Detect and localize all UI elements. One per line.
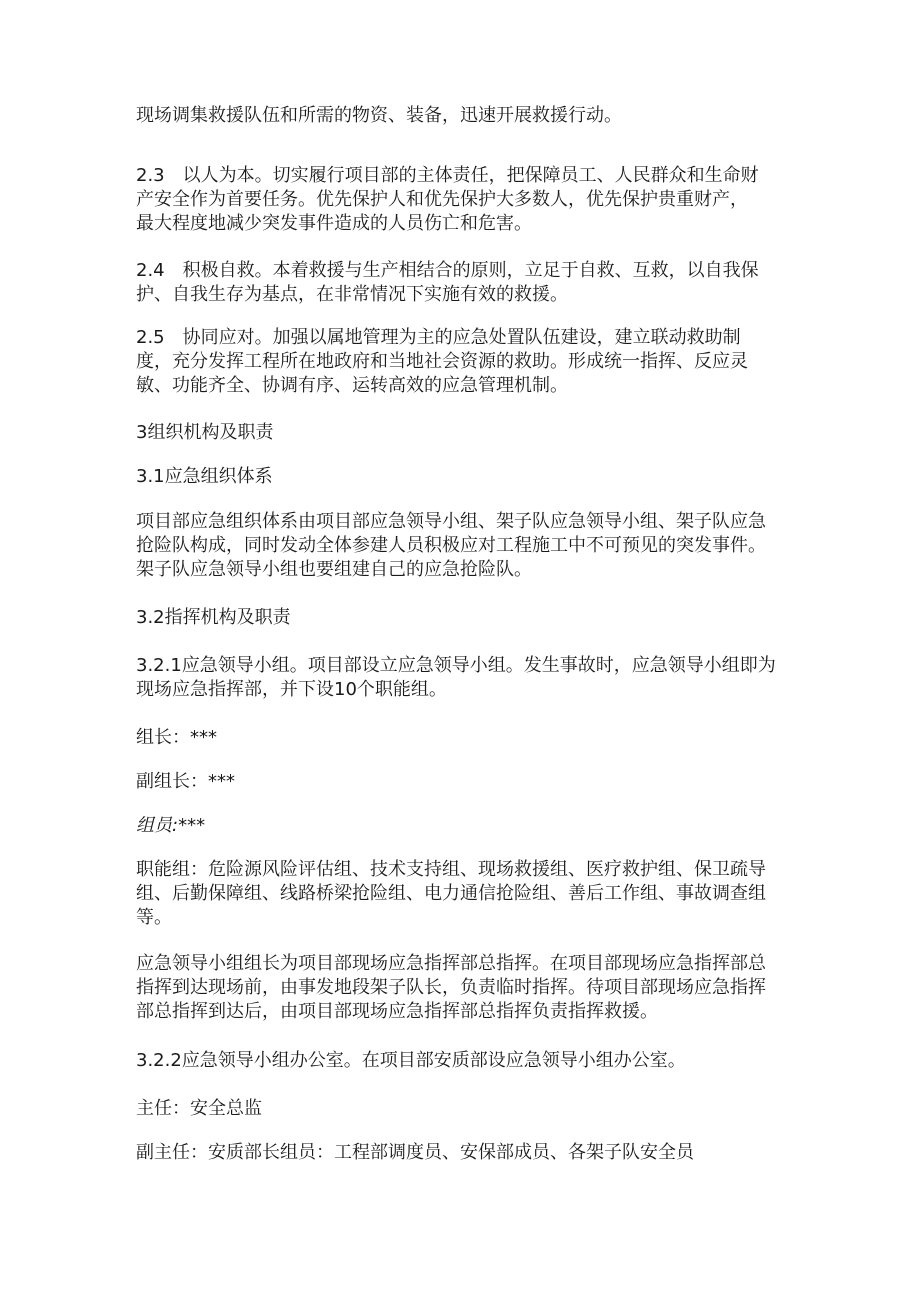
paragraph-2-5-line-3: 敏、功能齐全、协调有序、运转高效的应急管理机制。 <box>136 375 568 396</box>
deputy-director-line: 副主任：安质部长组员：工程部调度员、安保部成员、各架子队安全员 <box>136 1142 694 1163</box>
paragraph-groups-line-1: 职能组：危险源风险评估组、技术支持组、现场救援组、医疗救护组、保卫疏导 <box>136 859 766 880</box>
heading-section-3-1: 3.1应急组织体系 <box>136 466 273 487</box>
deputy-leader-line: 副组长：*** <box>136 771 235 792</box>
paragraph-3-2-1-line-1: 3.2.1应急领导小组。项目部设立应急领导小组。发生事故时，应急领导小组即为 <box>136 655 776 676</box>
paragraph-intro-line-1: 现场调集救援队伍和所需的物资、装备，迅速开展救援行动。 <box>136 105 622 126</box>
paragraph-3-1-line-3: 架子队应急领导小组也要组建自己的应急抢险队。 <box>136 559 532 580</box>
member-line: 组员:*** <box>136 815 206 836</box>
paragraph-2-5-line-1: 2.5 协同应对。加强以属地管理为主的应急处置队伍建设，建立联动救助制 <box>136 327 741 348</box>
paragraph-groups-line-2: 组、后勤保障组、线路桥梁抢险组、电力通信抢险组、善后工作组、事故调查组 <box>136 883 766 904</box>
paragraph-2-5-line-2: 度，充分发挥工程所在地政府和当地社会资源的救助。形成统一指挥、反应灵 <box>136 351 748 372</box>
paragraph-3-2-1-line-2: 现场应急指挥部，并下设10个职能组。 <box>136 679 447 700</box>
paragraph-3-1-line-2: 抢险队构成，同时发动全体参建人员积极应对工程施工中不可预见的突发事件。 <box>136 535 766 556</box>
director-line: 主任：安全总监 <box>136 1098 262 1119</box>
paragraph-2-3-line-2: 产安全作为首要任务。优先保护人和优先保护大多数人，优先保护贵重财产， <box>136 189 748 210</box>
paragraph-groups-line-3: 等。 <box>136 907 172 928</box>
paragraph-3-1-line-1: 项目部应急组织体系由项目部应急领导小组、架子队应急领导小组、架子队应急 <box>136 511 766 532</box>
paragraph-2-3-line-1: 2.3 以人为本。切实履行项目部的主体责任，把保障员工、人民群众和生命财 <box>136 165 759 186</box>
heading-section-3-2: 3.2指挥机构及职责 <box>136 607 291 628</box>
paragraph-3-2-2: 3.2.2应急领导小组办公室。在项目部安质部设应急领导小组办公室。 <box>136 1050 686 1071</box>
paragraph-command-line-1: 应急领导小组组长为项目部现场应急指挥部总指挥。在项目部现场应急指挥部总 <box>136 953 766 974</box>
paragraph-command-line-2: 指挥到达现场前，由事发地段架子队长，负责临时指挥。待项目部现场应急指挥 <box>136 977 766 998</box>
paragraph-2-3-line-3: 最大程度地减少突发事件造成的人员伤亡和危害。 <box>136 213 532 234</box>
paragraph-command-line-3: 部总指挥到达后，由项目部现场应急指挥部总指挥负责指挥救援。 <box>136 1001 658 1022</box>
paragraph-2-4-line-2: 护、自我生存为基点，在非常情况下实施有效的救援。 <box>136 284 568 305</box>
heading-section-3: 3组织机构及职责 <box>136 422 274 443</box>
leader-line: 组长：*** <box>136 727 217 748</box>
paragraph-2-4-line-1: 2.4 积极自救。本着救援与生产相结合的原则，立足于自救、互救，以自我保 <box>136 260 759 281</box>
